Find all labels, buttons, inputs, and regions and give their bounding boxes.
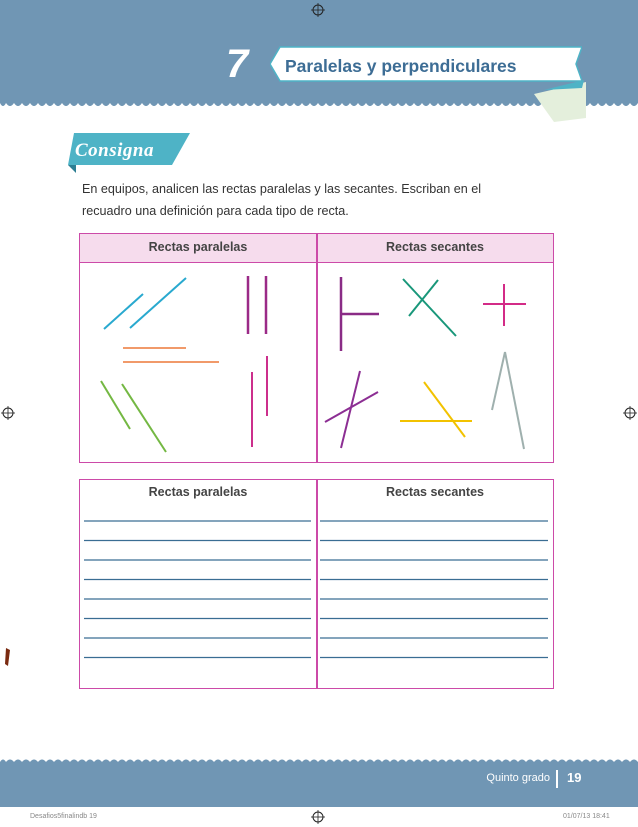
lesson-title: Paralelas y perpendiculares bbox=[285, 56, 517, 76]
parallel-line-blue-2 bbox=[130, 278, 186, 328]
column-header-parallel: Rectas paralelas bbox=[148, 240, 248, 254]
footer-band bbox=[0, 763, 638, 807]
registration-mark-bottom bbox=[311, 810, 325, 824]
column-header-secant: Rectas secantes bbox=[386, 485, 484, 499]
secant-line-violet-2 bbox=[325, 392, 378, 422]
lines-drawing bbox=[80, 234, 552, 461]
registration-mark-top bbox=[311, 3, 325, 17]
secant-line-teal-1 bbox=[403, 279, 456, 336]
parallel-line-blue-1 bbox=[104, 294, 143, 329]
column-header-parallel: Rectas paralelas bbox=[148, 485, 248, 499]
column-header-secant: Rectas secantes bbox=[386, 240, 484, 254]
footer-separator bbox=[556, 770, 558, 788]
writing-lines[interactable] bbox=[80, 480, 552, 687]
parallel-line-green-2 bbox=[122, 384, 166, 452]
page-number: 19 bbox=[567, 770, 582, 785]
print-slug-file: Desafios5finalindb 19 bbox=[30, 813, 97, 820]
secant-line-violet-1 bbox=[341, 371, 360, 448]
registration-mark-left bbox=[1, 406, 15, 420]
title-ribbon-tail bbox=[530, 80, 586, 124]
registration-mark-right bbox=[623, 406, 637, 420]
consigna-label: Consigna bbox=[75, 140, 154, 161]
lesson-number: 7 bbox=[226, 42, 249, 86]
secant-line-gray-1 bbox=[492, 352, 505, 410]
print-slug-date: 01/07/13 18:41 bbox=[563, 813, 610, 820]
secant-line-gray-2 bbox=[505, 352, 524, 449]
footer-grade: Quinto grado bbox=[486, 772, 550, 784]
edge-mark bbox=[4, 648, 12, 666]
secant-line-yellow-1 bbox=[424, 382, 465, 437]
lines-examples-table bbox=[79, 233, 554, 463]
definitions-table bbox=[79, 479, 554, 689]
instruction-text: En equipos, analicen las rectas paralelas y las secantes. Escriban en el recuadro una definición para cada tipo de recta. bbox=[82, 182, 482, 218]
